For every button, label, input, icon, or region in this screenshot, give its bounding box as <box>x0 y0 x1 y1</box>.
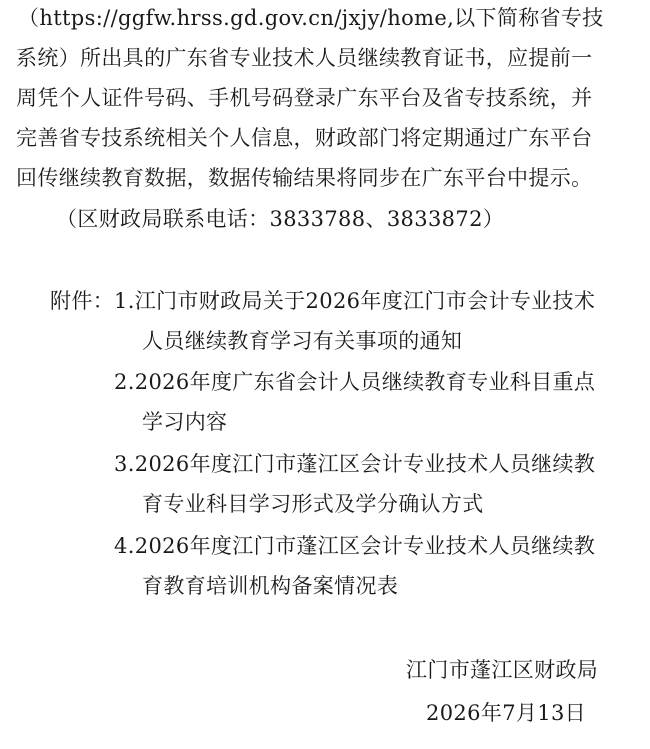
attachment-line: 学习内容 <box>142 410 228 434</box>
attachment-line: 人员继续教育学习有关事项的通知 <box>142 329 463 353</box>
paragraph-line: 完善省专技系统相关个人信息，财政部门将定期通过广东平台 <box>16 126 593 150</box>
attachment-line: 育专业科目学习形式及学分确认方式 <box>142 492 484 516</box>
paragraph-line: 系统）所出具的广东省专业技术人员继续教育证书，应提前一 <box>16 46 593 70</box>
attachment-line: 3.2026年度江门市蓬江区会计专业技术人员继续教 <box>114 452 596 476</box>
paragraph-line: 周凭个人证件号码、手机号码登录广东平台及省专技系统，并 <box>16 86 593 110</box>
signature-organization: 江门市蓬江区财政局 <box>406 658 599 682</box>
attachment-line: 育教育培训机构备案情况表 <box>142 574 399 598</box>
contact-phone-line: （区财政局联系电话：3833788、3833872） <box>56 207 505 231</box>
attachments-label: 附件： <box>50 289 115 313</box>
signature-date: 2026年7月13日 <box>426 701 587 725</box>
paragraph-line: （https://ggfw.hrss.gd.gov.cn/jxjy/home,以下简称省专技 <box>18 6 604 30</box>
attachment-line: 4.2026年度江门市蓬江区会计专业技术人员继续教 <box>114 534 596 558</box>
paragraph-line: 回传继续教育数据，数据传输结果将同步在广东平台中提示。 <box>16 166 593 190</box>
attachment-line: 2.2026年度广东省会计人员继续教育专业科目重点 <box>114 370 596 394</box>
attachment-line: 1.江门市财政局关于2026年度江门市会计专业技术 <box>114 289 596 313</box>
